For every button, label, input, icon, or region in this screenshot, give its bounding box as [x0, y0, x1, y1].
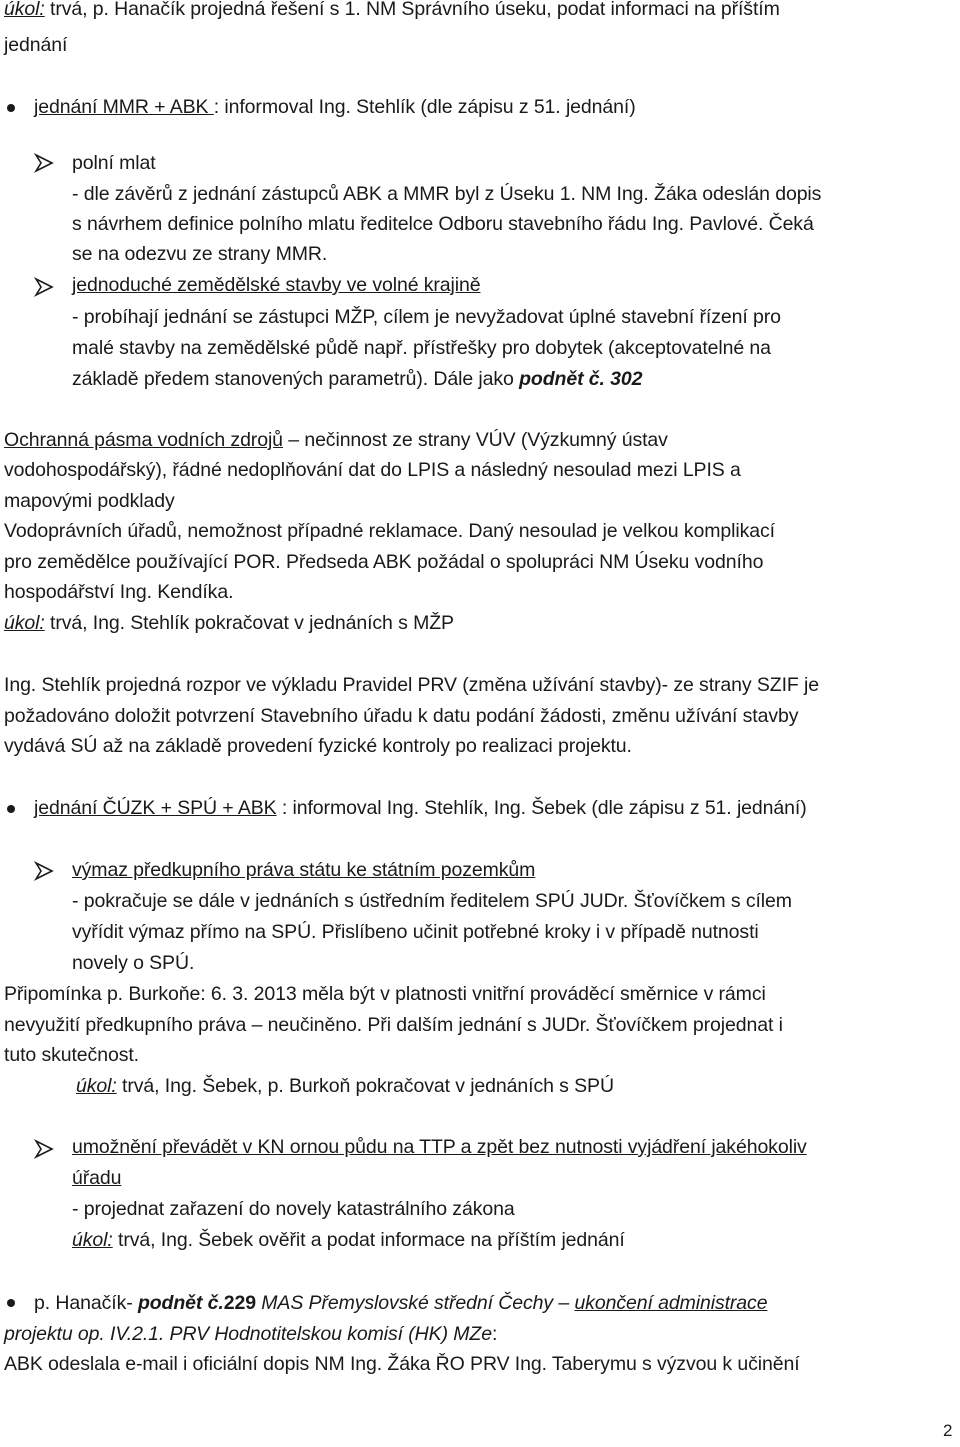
ukol-line: [4, 0, 780, 21]
ukol-label: úkol:: [76, 1075, 117, 1097]
section-heading-cuzk: [34, 796, 807, 820]
subitem-title-vymaz: výmaz předkupního práva státu ke státním pozemkům: [72, 859, 536, 881]
podnet-number: 229: [223, 1292, 256, 1314]
ukol-line: [4, 611, 454, 635]
text-line: Ing. Stehlík projedná rozpor ve výkladu Pravidel PRV (změna užívání stavby)- ze strany SZIF je: [4, 674, 820, 696]
subitem-title-kn-cont: úřadu: [72, 1167, 122, 1189]
text-line: malé stavby na zemědělské půdě např. přístřešky pro dobytek (akceptovatelné na: [72, 337, 771, 359]
text-line: [4, 1322, 497, 1346]
text-fragment: p. Hanačík-: [34, 1292, 138, 1314]
text-line: mapovými podklady: [4, 490, 175, 512]
ukol-text: trvá, Ing. Šebek, p. Burkoň pokračovat v jednáních s SPÚ: [116, 1075, 614, 1097]
text-line: pro zemědělce používající POR. Předseda ABK požádal o spolupráci NM Úseku vodního: [4, 551, 764, 573]
text-line: Připomínka p. Burkoňe: 6. 3. 2013 měla být v platnosti vnitřní prováděcí směrnice v rámci: [4, 983, 766, 1005]
text-fragment: základě předem stanovených parametrů). Dále jako: [72, 368, 520, 390]
text-line: - dle závěrů z jednání zástupců ABK a MMR byl z Úseku 1. NM Ing. Žáka odeslán dopis: [72, 183, 822, 205]
text-line: požadováno doložit potvrzení Stavebního úřadu k datu podání žádosti, změnu užívání stavby: [4, 705, 799, 727]
ukol-label: úkol:: [4, 0, 45, 20]
text-line: vodohospodářský), řádné nedoplňování dat do LPIS a následný nesoulad mezi LPIS a: [4, 459, 741, 481]
text-line: - pokračuje se dále v jednáních s ústředním ředitelem SPÚ JUDr. Šťovíčkem s cílem: [72, 890, 792, 912]
heading-rest: – nečinnost ze strany VÚV (Výzkumný ústav: [282, 429, 668, 451]
text-line: [72, 367, 642, 391]
podnet-label: podnět č.: [519, 368, 605, 390]
hanacik-line: [34, 1291, 767, 1315]
arrowhead-icon: [34, 277, 54, 297]
heading-link-text: jednání MMR + ABK: [34, 96, 214, 118]
text-line: Vodoprávních úřadů, nemožnost případné reklamace. Daný nesoulad je velkou komplikací: [4, 520, 775, 542]
ukol-label: úkol:: [72, 1229, 113, 1251]
podnet-number: 302: [604, 368, 643, 390]
text-fragment: :: [491, 1323, 498, 1345]
arrowhead-icon: [34, 861, 54, 881]
text-fragment: ukončení administrace: [574, 1292, 768, 1314]
ukol-line: [76, 1074, 614, 1098]
page-number: 2: [943, 1421, 953, 1440]
section-heading-ochranna-pasma: [4, 428, 668, 452]
text-line: vydává SÚ až na základě provedení fyzické kontroly po realizaci projektu.: [4, 735, 632, 757]
podnet-label: podnět č.: [137, 1292, 224, 1314]
section-heading-mmr: [34, 95, 636, 119]
ukol-label: úkol:: [4, 612, 45, 634]
arrowhead-icon: [34, 1139, 54, 1159]
ukol-text: trvá, p. Hanačík projedná řešení s 1. NM Správního úseku, podat informaci na příštím: [44, 0, 780, 20]
text-line: s návrhem definice polního mlatu ředitelce Odboru stavebního řádu Ing. Pavlové. Čeká: [72, 213, 814, 235]
heading-rest: : informoval Ing. Stehlík, Ing. Šebek (dle zápisu z 51. jednání): [276, 797, 807, 819]
text-fragment: –: [558, 1292, 575, 1314]
text-line: jednání: [4, 34, 68, 56]
text-fragment: MAS Přemyslovské střední Čechy: [255, 1292, 559, 1314]
text-line: novely o SPÚ.: [72, 952, 195, 974]
text-line: se na odezvu ze strany MMR.: [72, 243, 328, 265]
bullet-icon: [7, 104, 15, 112]
subitem-title-polni-mlat: polní mlat: [72, 152, 156, 174]
text-line: nevyužití předkupního práva – neučiněno. Při dalším jednání s JUDr. Šťovíčkem projednat i: [4, 1014, 783, 1036]
ukol-text: trvá, Ing. Šebek ověřit a podat informace na příštím jednání: [112, 1229, 625, 1251]
ukol-line: [72, 1228, 625, 1252]
text-line: - probíhají jednání se zástupci MŽP, cílem je nevyžadovat úplné stavební řízení pro: [72, 306, 781, 328]
subitem-title-zemedelske-stavby: jednoduché zemědělské stavby ve volné krajině: [72, 274, 481, 296]
bullet-icon: [7, 805, 15, 813]
heading-link-text: jednání ČÚZK + SPÚ + ABK: [34, 797, 277, 819]
text-fragment: projektu op. IV.2.1. PRV Hodnotitelskou komisí (HK) MZe: [4, 1323, 492, 1345]
bullet-icon: [7, 1299, 15, 1307]
text-line: hospodářství Ing. Kendíka.: [4, 581, 234, 603]
ukol-text: trvá, Ing. Stehlík pokračovat v jednáních s MŽP: [44, 612, 454, 634]
text-line: vyřídit výmaz přímo na SPÚ. Přislíbeno učinit potřebné kroky i v případě nutnosti: [72, 921, 759, 943]
text-line: tuto skutečnost.: [4, 1044, 139, 1066]
text-line: - projednat zařazení do novely katastrálního zákona: [72, 1198, 515, 1220]
text-line: ABK odeslala e-mail i oficiální dopis NM Ing. Žáka ŘO PRV Ing. Taberymu s výzvou k učinění: [4, 1353, 800, 1375]
heading-rest: : informoval Ing. Stehlík (dle zápisu z 51. jednání): [213, 96, 636, 118]
arrowhead-icon: [34, 153, 54, 173]
heading-link-text: Ochranná pásma vodních zdrojů: [4, 429, 283, 451]
subitem-title-kn: umožnění převádět v KN ornou půdu na TTP a zpět bez nutnosti vyjádření jakéhokoliv: [72, 1136, 807, 1158]
